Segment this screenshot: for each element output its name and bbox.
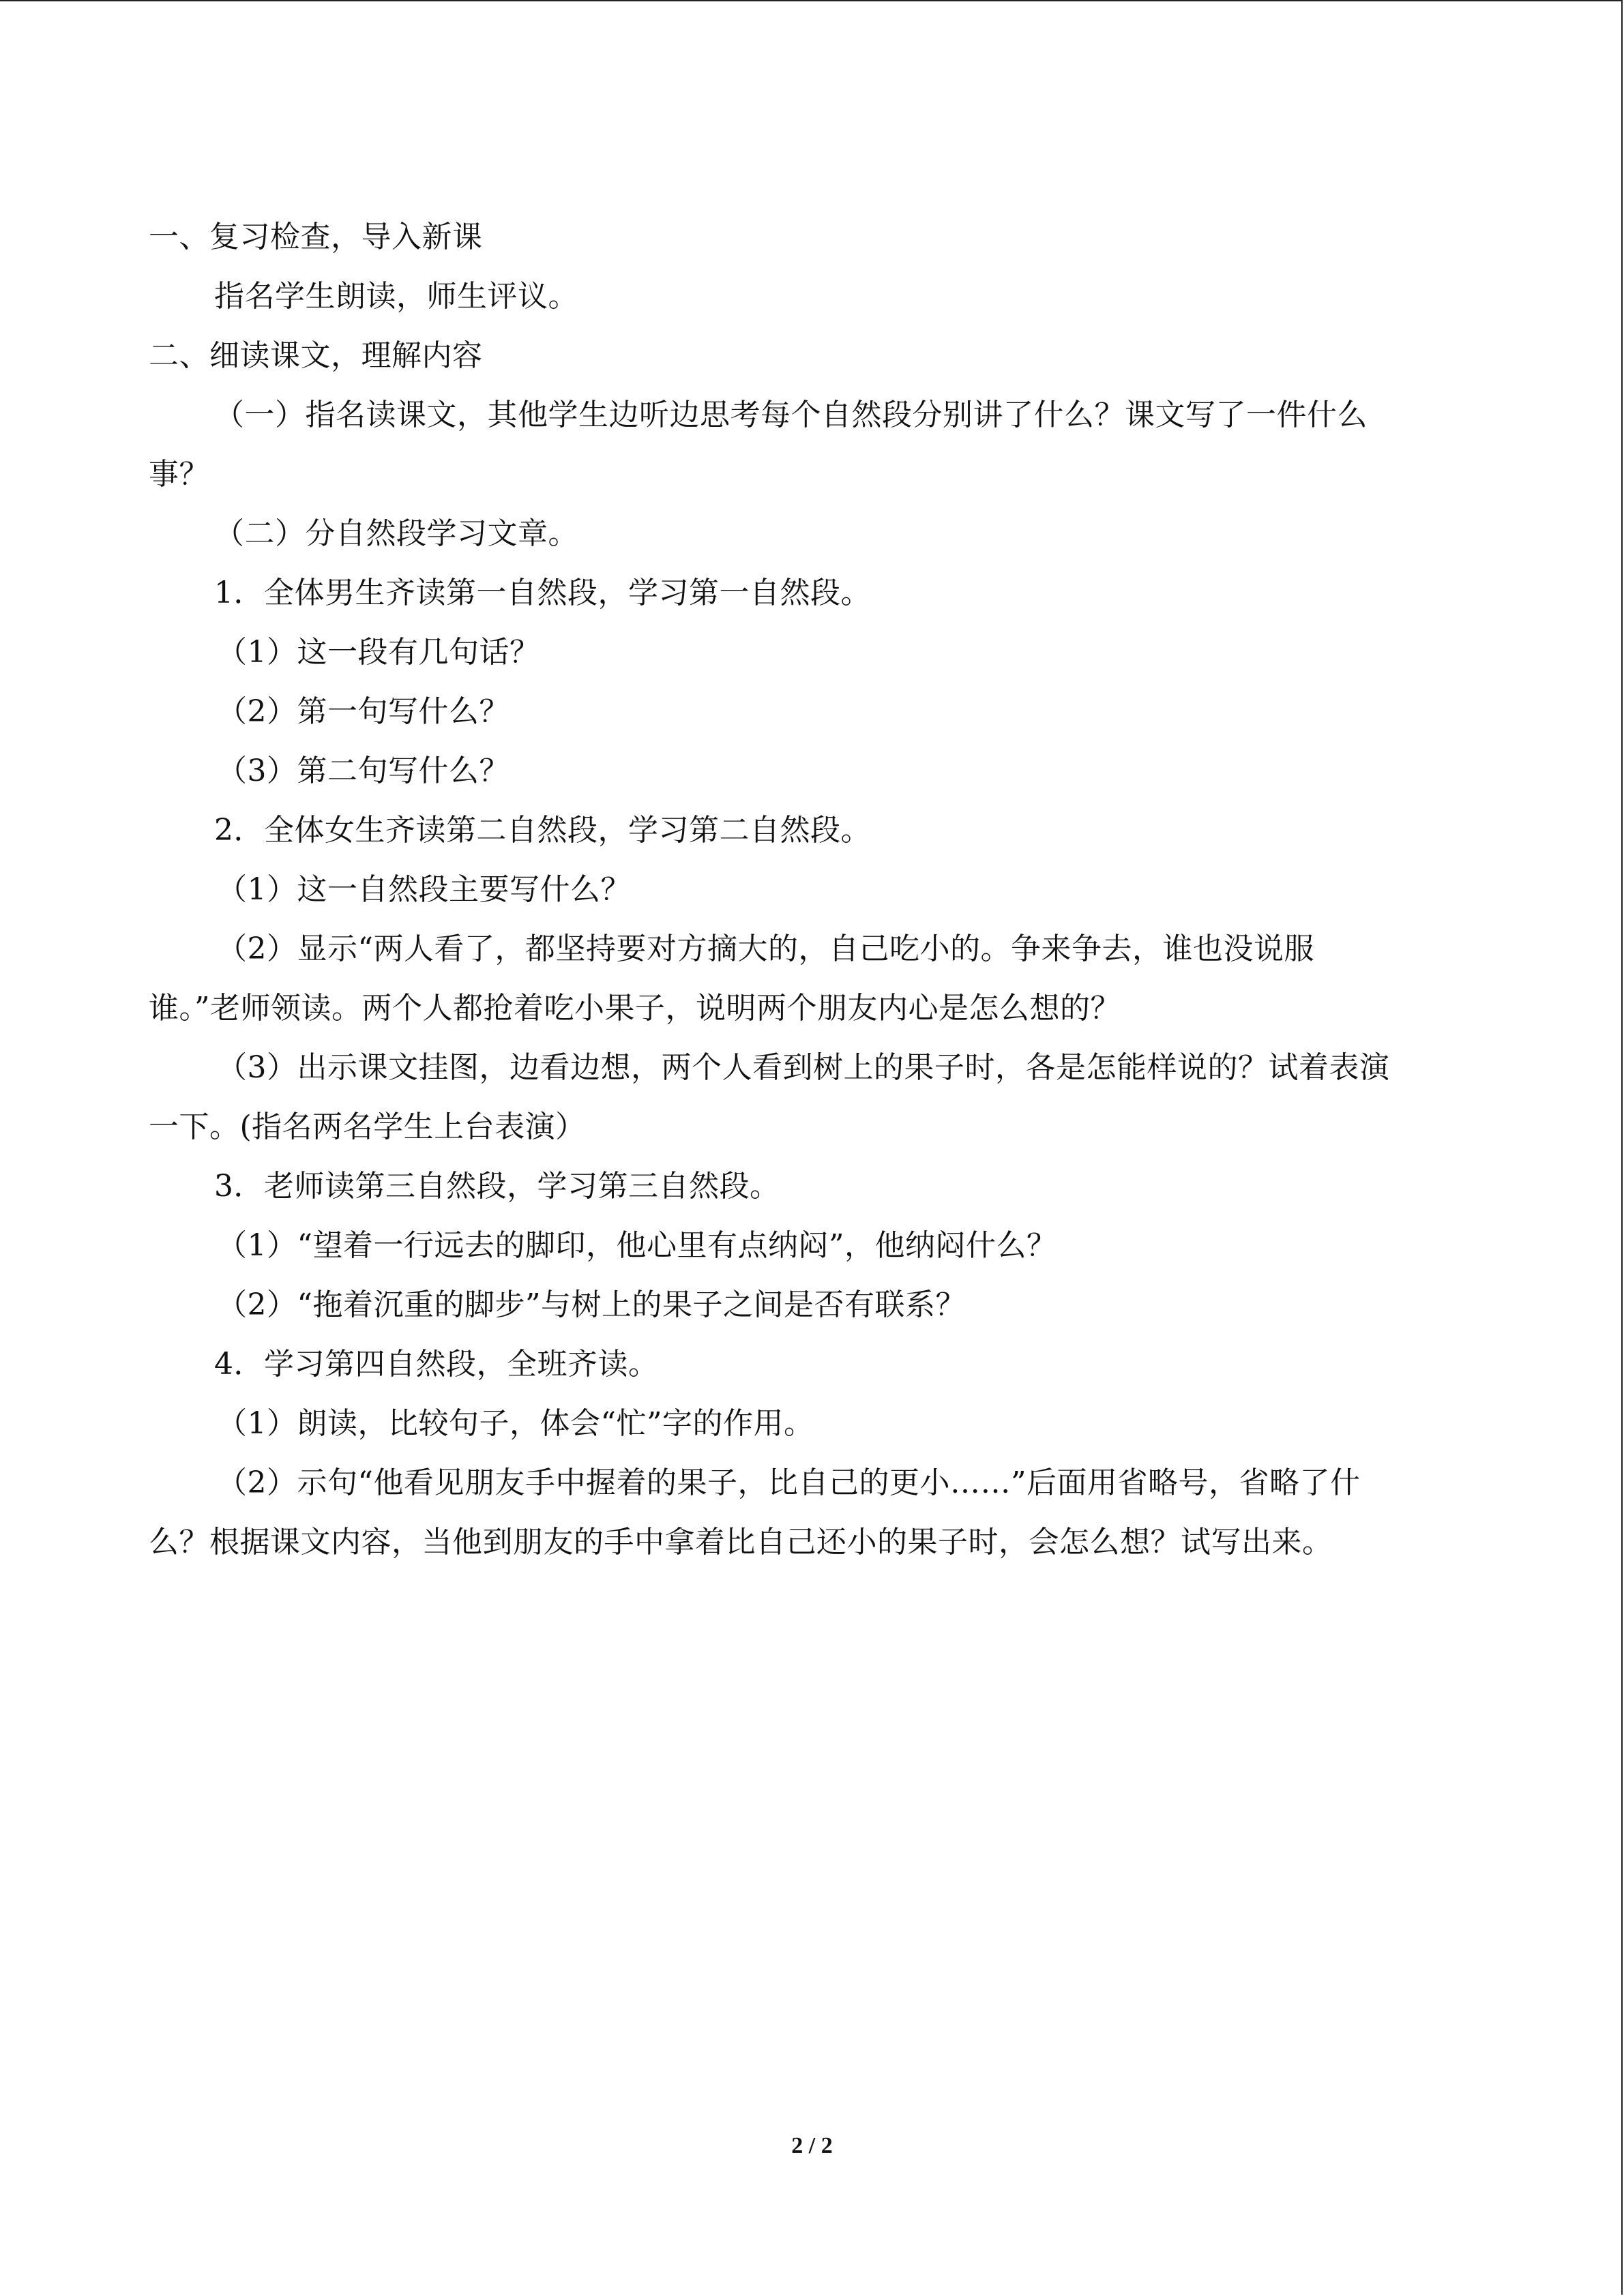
paragraph-line: （2）示句“他看见朋友手中握着的果子，比自己的更小……”后面用省略号，省略了什 [217,1465,1361,1500]
paragraph-line: （3）出示课文挂图，边看边想，两个人看到树上的果子时，各是怎能样说的？试着表演 [217,1050,1390,1085]
heading-review: 一、复习检查，导入新课 [149,220,483,254]
paragraph-line: 2．全体女生齐读第二自然段，学习第二自然段。 [214,813,871,848]
paragraph-line: 指名学生朗读，师生评议。 [214,279,578,314]
paragraph-line: （1）这一自然段主要写什么？ [217,872,631,907]
paragraph-line: （一）指名读课文，其他学生边听边思考每个自然段分别讲了什么？课文写了一件什么 [214,398,1368,432]
paragraph-line: （2）显示“两人看了，都坚持要对方摘大的，自己吃小的。争来争去，谁也没说服 [217,931,1314,966]
paragraph-line: 4．学习第四自然段，全班齐读。 [214,1347,659,1382]
paragraph-line: （1）朗读，比较句子，体会“忙”字的作用。 [217,1406,814,1441]
paragraph-line: （2）第一句写什么？ [217,694,510,729]
heading-close-reading: 二、细读课文，理解内容 [149,338,483,373]
paragraph-line: 么？根据课文内容，当他到朋友的手中拿着比自己还小的果子时，会怎么想？试写出来。 [149,1525,1333,1560]
paragraph-line: （二）分自然段学习文章。 [214,516,578,551]
paragraph-line: 1．全体男生齐读第一自然段，学习第一自然段。 [214,576,871,610]
paragraph-line: （2）“拖着沉重的脚步”与树上的果子之间是否有联系？ [217,1287,966,1322]
paragraph-line: 谁。”老师领读。两个人都抢着吃小果子，说明两个朋友内心是怎么想的？ [149,991,1121,1026]
paragraph-line: （1）“望着一行远去的脚印，他心里有点纳闷”，他纳闷什么？ [217,1228,1057,1263]
paragraph-line: 3．老师读第三自然段，学习第三自然段。 [214,1169,780,1204]
paragraph-line: （3）第二句写什么？ [217,754,510,788]
page-number: 2 / 2 [791,2133,833,2158]
paragraph-line: （1）这一段有几句话？ [217,635,540,670]
paragraph-line: 一下。(指名两名学生上台表演） [149,1109,586,1144]
paragraph-line: 事？ [149,457,209,492]
